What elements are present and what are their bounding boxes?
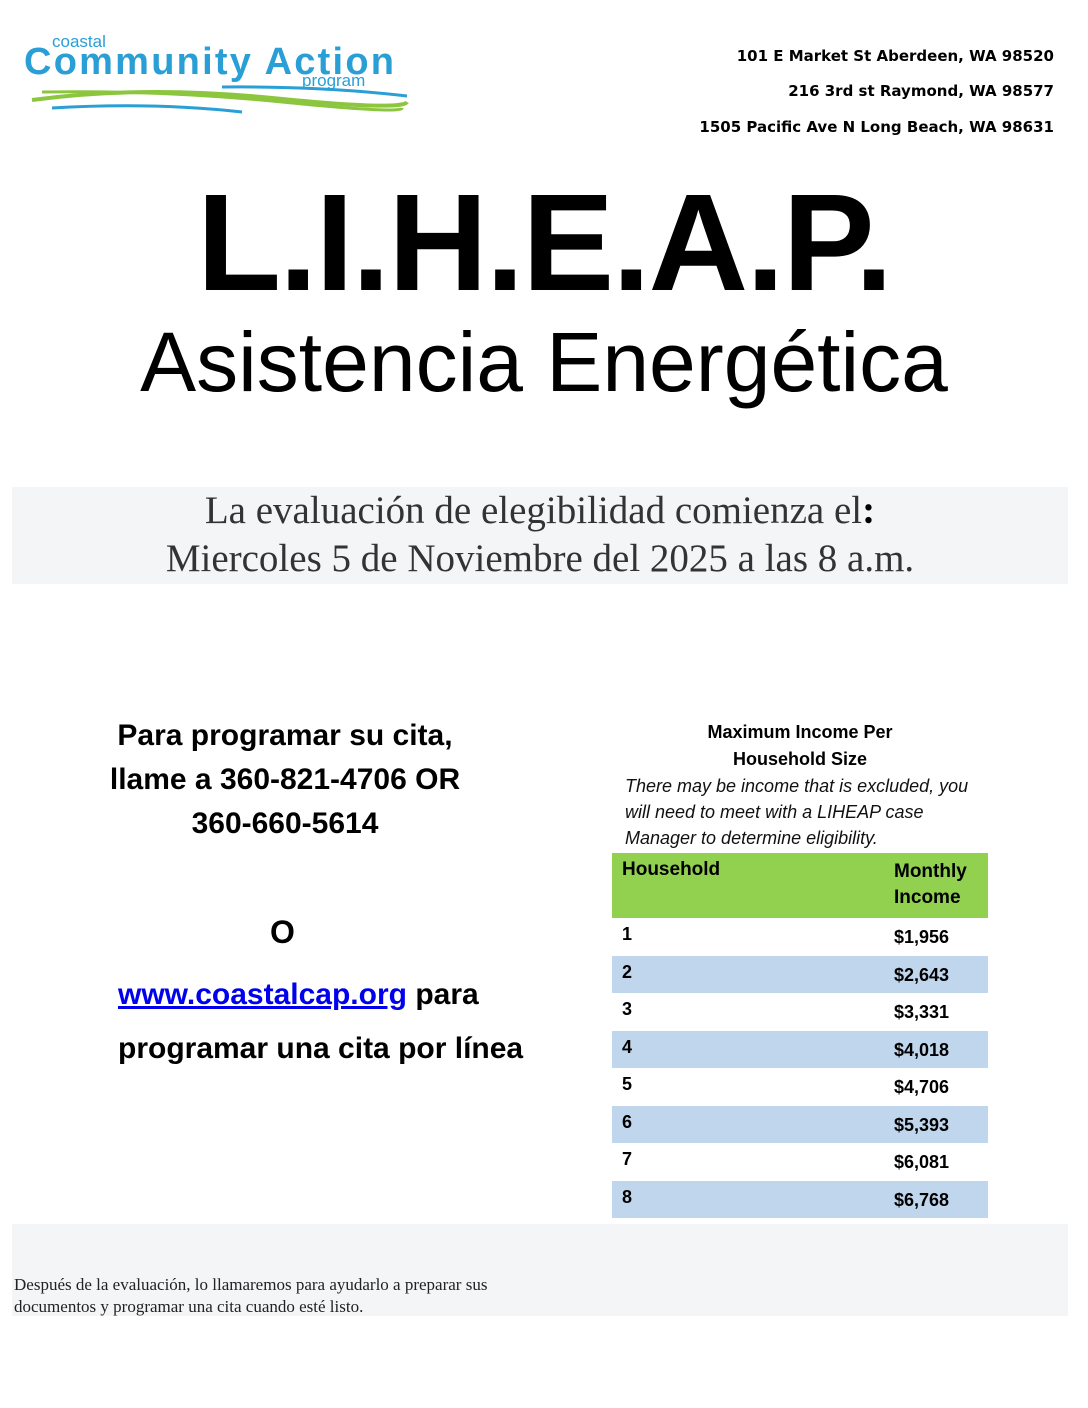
monthly-income: $2,643: [894, 964, 950, 985]
table-header: [612, 853, 988, 918]
household-size: 3: [622, 999, 633, 1019]
table-row: [612, 1068, 988, 1106]
monthly-income: $4,018: [894, 1039, 950, 1060]
online-appointment-info: www.coastalcap.org para programar una cita por línea: [118, 978, 524, 1065]
income-table-title: Maximum Income Per Household Size: [707, 722, 893, 769]
appointment-phone-info: Para programar su cita, llame a 360-821-4706 OR 360-660-5614: [109, 719, 461, 840]
eligibility-start-banner: La evaluación de elegibilidad comienza el: Miercoles 5 de Noviembre del 2025 a las 8 a.m.: [12, 487, 1068, 584]
table-row: [612, 918, 988, 956]
monthly-income: $3,331: [894, 1002, 950, 1022]
eval-line-1: La evaluación de elegibilidad comienza el: [204, 489, 863, 532]
address-aberdeen: 101 E Market St Aberdeen, WA 98520: [736, 47, 1054, 65]
monthly-income: $1,956: [894, 927, 950, 947]
household-size: 8: [622, 1186, 633, 1207]
coastal-community-action-logo: [22, 30, 412, 120]
address-long-beach: 1505 Pacific Ave N Long Beach, WA 98631: [699, 118, 1054, 136]
table-row: [612, 1106, 988, 1144]
page-subtitle: Asistencia Energética: [140, 315, 948, 409]
header-household: Household: [622, 859, 721, 880]
table-row: [612, 1143, 988, 1181]
monthly-income: $6,081: [894, 1152, 950, 1172]
monthly-income: $5,393: [894, 1114, 950, 1135]
svg-text:Community Action: Community Action: [24, 41, 394, 83]
page-title: L.I.H.E.A.P.: [196, 166, 892, 320]
household-size: 7: [622, 1149, 633, 1169]
household-size: 6: [622, 1111, 633, 1132]
household-size: 1: [622, 924, 633, 944]
household-size: 5: [622, 1074, 633, 1094]
svg-text:program: program: [302, 71, 366, 90]
monthly-income: $4,706: [894, 1077, 950, 1097]
table-row: [612, 1181, 988, 1219]
income-note: There may be income that is excluded, you will need to meet with a LIHEAP case Manager to determine eligibility.: [625, 776, 969, 848]
household-size: 4: [622, 1036, 633, 1057]
website-link[interactable]: www.coastalcap.org: [118, 978, 407, 1011]
table-row: [612, 1031, 988, 1069]
address-raymond: 216 3rd st Raymond, WA 98577: [788, 82, 1054, 100]
footnote: Después de la evaluación, lo llamaremos para ayudarlo a preparar sus documentos y programar una cita cuando esté listo.: [14, 1275, 488, 1316]
or-label: O: [270, 914, 295, 950]
svg-text:coastal: coastal: [52, 32, 106, 51]
income-table: [612, 853, 988, 1218]
table-row: [612, 956, 988, 994]
household-size: 2: [622, 961, 633, 982]
table-row: [612, 993, 988, 1031]
header-monthly-income: Monthly Income: [894, 861, 967, 908]
eval-line-2: Miercoles 5 de Noviembre del 2025 a las 8 a.m.: [165, 537, 915, 580]
monthly-income: $6,768: [894, 1189, 950, 1210]
